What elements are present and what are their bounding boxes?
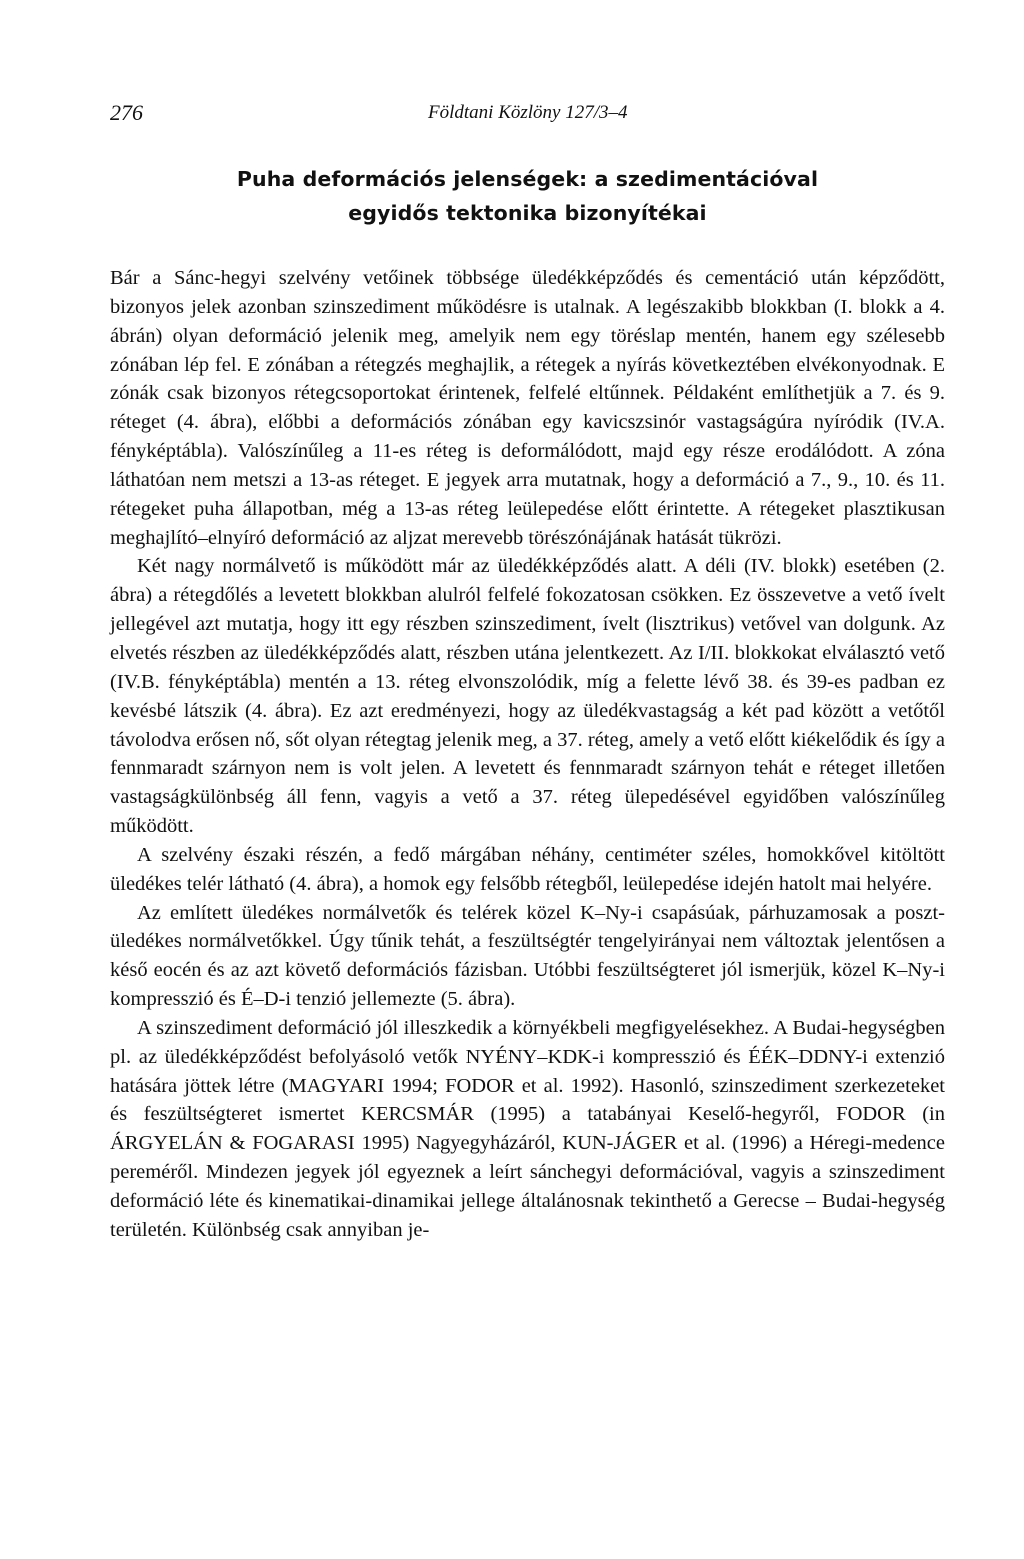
paragraph-5: A szinszediment deformáció jól illeszkedik a környékbeli megfigyelésekhez. A Budai-hegységben pl. az üledékképződést befolyásoló vetők NYÉNY–KDK-i kompresszió és ÉÉK–DDNY-i extenzió hatására jöttek létre (MAGYARI 1994; FODOR et al. 1992). Hasonló, szinszediment szerkezeteket és feszültségteret ismertet KERCSMÁR (1995) a tatabányai Keselő-hegyről, FODOR (in ÁRGYELÁN & FOGARASI 1995) Nagyegyházáról, KUN-JÁGER et al. (1996) a Héregi-medence pereméről. Mindezen jegyek jól egyeznek a leírt sánchegyi deformációval, vagyis a szinszediment deformáció léte és kinematikai-dinamikai jellege általánosnak tekinthető a Gerecse – Budai-hegység területén. Különbség csak annyiban je- bbox=[110, 1016, 945, 1241]
paragraph-4: Az említett üledékes normálvetők és telérek közel K–Ny-i csapásúak, párhuzamosak a poszt-üledékes normálvetőkkel. Úgy tűnik tehát, a feszültségtér tengelyirányai nem változtak jelentősen a késő eocén és az azt követő deformációs fázisban. Utóbbi feszültségteret jól ismerjük, közel K–Ny-i kompresszió és É–D-i tenzió jellemezte (5. ábra). bbox=[110, 901, 945, 1011]
section-heading-line-1: Puha deformációs jelenségek: a szedimentációval bbox=[236, 167, 819, 191]
journal-title: Földtani Közlöny 127/3–4 bbox=[428, 102, 628, 123]
article-body bbox=[110, 264, 945, 1245]
paragraph-1: Bár a Sánc-hegyi szelvény vetőinek többsége üledékképződés és cementáció után képződött, bizonyos jelek azonban szinszediment működésre is utalnak. A legészakibb blokkban (I. blokk a 4. ábrán) olyan deformáció jelenik meg, amelyik nem egy töréslap mentén, hanem egy szélesebb zónában lép fel. E zónában a rétegzés meghajlik, a rétegek a nyírás következtében elvékonyodnak. E zónák csak bizonyos rétegcsoportokat érintenek, felfelé eltűnnek. Példaként említhetjük a 7. és 9. réteget (4. ábra), előbbi a deformációs zónában egy kavicszsinór vastagságúra nyíródik (IV.A. fényképtábla). Valószínűleg a 11-es réteg is deformálódott, majd egy része erodálódott. A zóna láthatóan nem metszi a 13-as réteget. E jegyek arra mutatnak, hogy a deformáció a 7., 9., 10. és 11. rétegeket puha állapotban, még a 13-as réteg leülepedése előtt érintette. A rétegeket plasztikusan meghajlító–elnyíró deformáció az aljzat merevebb törészónájának hatását tükrözi. bbox=[110, 267, 945, 549]
paragraph-2: Két nagy normálvető is működött már az üledékképződés alatt. A déli (IV. blokk) esetében (2. ábra) a rétegdőlés a levetett blokkban alulról felfelé fokozatosan csökken. Ez összevetve a vető ívelt jellegével azt mutatja, hogy itt egy részben szinszediment, ívelt (lisztrikus) vetővel van dolgunk. Az elvetés részben az üledékképződés alatt, részben utána jelentkezett. Az I/II. blokkokat elválasztó vető (IV.B. fényképtábla) mentén a 13. réteg elvonszolódik, míg a felette lévő 38. és 39-es padban ez kevésbé látszik (4. ábra). Ez azt eredményezi, hogy az üledékvastagság a két pad között a vetőtől távolodva erősen nő, sőt olyan rétegtag jelenik meg, a 37. réteg, amely a vető előtt kiékelődik és így a fennmaradt szárnyon nem is volt jelen. A levetett és fennmaradt szárnyon tehát e réteget illetően vastagságkülönbség áll fenn, vagyis a vető a 37. réteg ülepedésével egyidőben valószínűleg működött. bbox=[110, 555, 945, 838]
section-heading-line-2: egyidős tektonika bizonyítékai bbox=[348, 201, 707, 225]
section-heading bbox=[110, 162, 945, 230]
page-number: 276 bbox=[110, 100, 143, 125]
paragraph-3: A szelvény északi részén, a fedő márgában néhány, centiméter széles, homokkővel kitöltött üledékes telér látható (4. ábra), a homok egy felsőbb rétegből, leülepedése idején hatolt mai helyére. bbox=[110, 843, 945, 895]
running-head bbox=[110, 100, 945, 140]
journal-page bbox=[110, 100, 945, 1245]
